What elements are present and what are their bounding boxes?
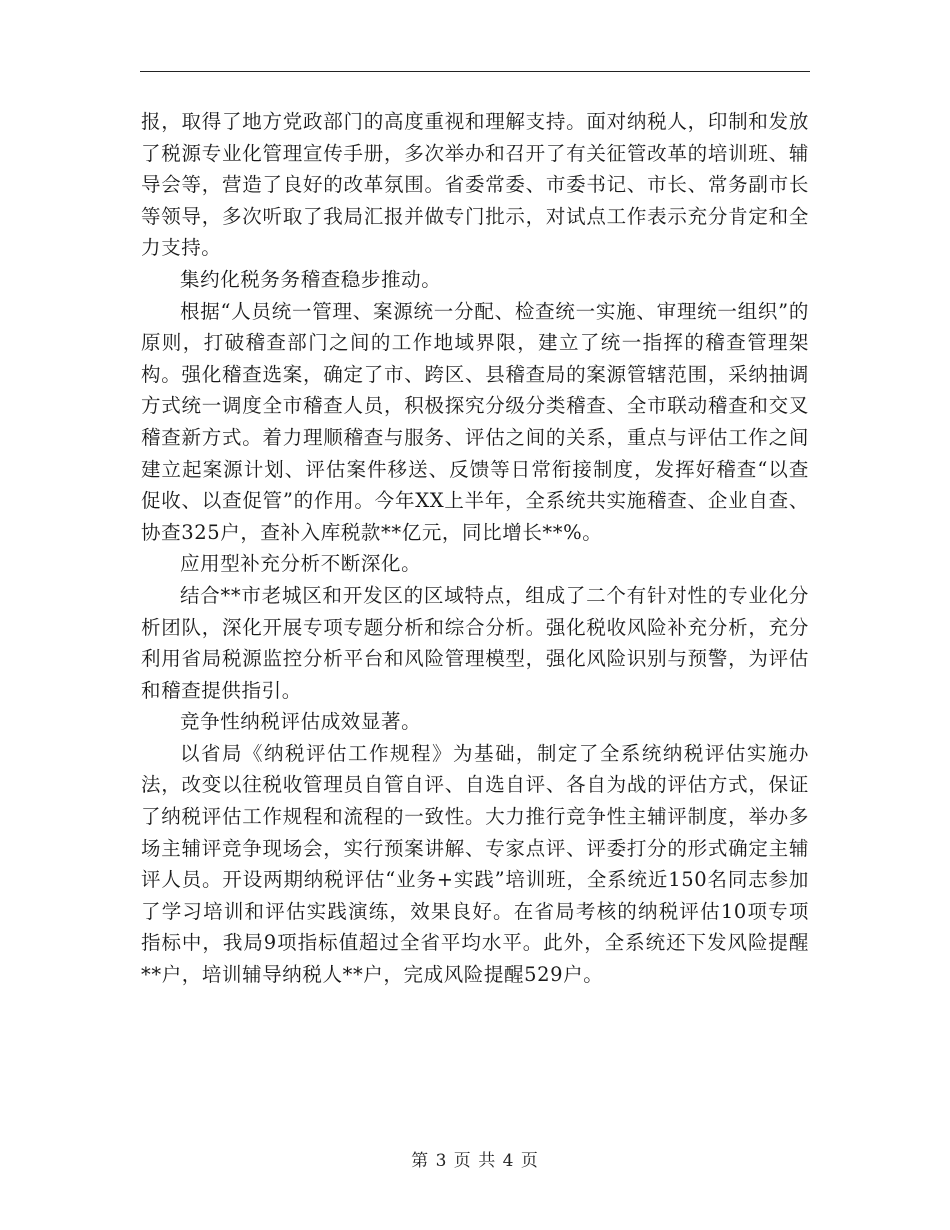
section-heading-audit: 集约化税务务稽查稳步推动。 xyxy=(180,267,442,291)
page-footer xyxy=(0,1146,950,1171)
paragraph-continuation: 报，取得了地方党政部门的高度重视和理解支持。面对纳税人，印制和发放了税源专业化管理宣传手册，多次举办和召开了有关征管改革的培训班、辅导会等，营造了良好的改革氛围。省委常委、市委书记、市长、常务副市长等领导，多次听取了我局汇报并做专门批示，对试点工作表示充分肯定和全力支持。 xyxy=(141,110,809,260)
document-body xyxy=(141,106,809,991)
header-rule xyxy=(140,71,810,72)
paragraph-audit: 根据“人员统一管理、案源统一分配、检查统一实施、审理统一组织”的原则，打破稽查部门之间的工作地域界限，建立了统一指挥的稽查管理架构。强化稽查选案，确定了市、跨区、县稽查局的案源管辖范围，采纳抽调方式统一调度全市稽查人员，积极探究分级分类稽查、全市联动稽查和交叉稽查新方式。着力理顺稽查与服务、评估之间的关系，重点与评估工作之间建立起案源计划、评估案件移送、反馈等日常衔接制度，发挥好稽查“以查促收、以查促管”的作用。今年XX上半年，全系统共实施稽查、企业自查、协查325户，查补入库税款**亿元，同比增长**%。 xyxy=(141,299,809,544)
section-heading-analysis: 应用型补充分析不断深化。 xyxy=(180,552,422,576)
paragraph-assessment: 以省局《纳税评估工作规程》为基础，制定了全系统纳税评估实施办法，改变以往税收管理员自管自评、自选自评、各自为战的评估方式，保证了纳税评估工作规程和流程的一致性。大力推行竞争性主辅评制度，举办多场主辅评竞争现场会，实行预案讲解、专家点评、评委打分的形式确定主辅评人员。开设两期纳税评估“业务+实践”培训班，全系统近150名同志参加了学习培训和评估实践演练，效果良好。在省局考核的纳税评估10项专项指标中，我局9项指标值超过全省平均水平。此外，全系统还下发风险提醒**户，培训辅导纳税人**户，完成风险提醒529户。 xyxy=(141,741,809,987)
page-number-label: 第 3 页 共 4 页 xyxy=(411,1151,539,1171)
section-heading-assessment: 竞争性纳税评估成效显著。 xyxy=(180,710,422,734)
paragraph-analysis: 结合**市老城区和开发区的区域特点，组成了二个有针对性的专业化分析团队，深化开展专项专题分析和综合分析。强化税收风险补充分析，充分利用省局税源监控分析平台和风险管理模型，强化风险识别与预警，为评估和稽查提供指引。 xyxy=(141,583,809,702)
